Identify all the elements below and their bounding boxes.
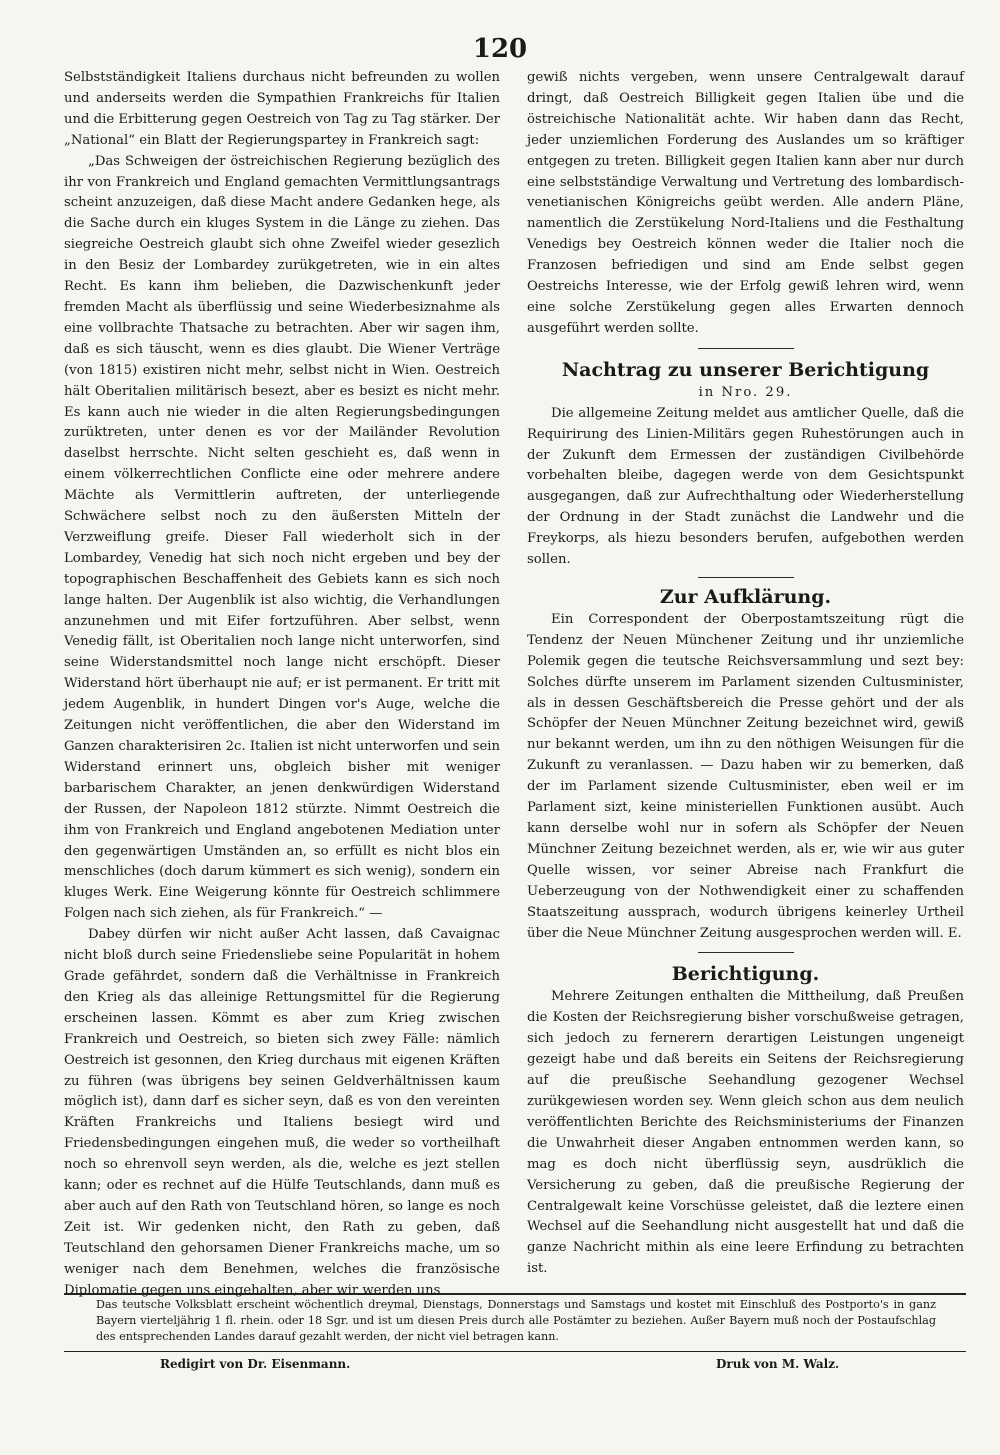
subscription-note: Das teutsche Volksblatt erscheint wöchentlich dreymal, Dienstags, Donnerstags und Samstags und kostet mit Einschluß des Postporto's in ganz Bayern vierteljährig 1 fl. rhein. oder 18 Sgr. und ist um diesen Preis durch alle Postämter zu beziehen. Außer Bayern muß noch der Postaufschlag des entsprechenden Landes darauf gezahlt werden, der nicht viel betragen kann. [96,1298,936,1343]
section-body-aufklaerung: Ein Correspondent der Oberpostamtszeitung rügt die Tendenz der Neuen Münchener Zeitung und ihr unziemliche Polemik gegen die teutsche Reichsversammlung und sezt bey: Solches dürfte unserem im Parlament sizenden Cultusminister, als in dessen Geschäftsbereich die Presse gehört und der als Schöpfer der Neuen Münchner Zeitung bezeichnet wird, gewiß nur bekannt werden, um ihn zu den nöthigen Weisungen für die Zukunft zu veranlassen. — Dazu haben wir zu bemerken, daß der im Parlament sizende Cultusminister, eben weil er im Parlament sizt, keine ministeriellen Funktionen ausübt. Auch kann derselbe wohl nur in sofern als Schöpfer der Neuen Münchner Zeitung bezeichnet werden, als er, wie wir aus guter Quelle wissen, vor seiner Abreise nach Frankfurt die Ueberzeugung von der Nothwendigkeit einer zu schaffenden Staatszeitung aussprach, wodurch übrigens keinerley Urtheil über die Neue Münchner Zeitung ausgesprochen werden will. E. [527,611,964,941]
section-body-berichtigung: Mehrere Zeitungen enthalten die Mittheilung, daß Preußen die Kosten der Reichsregierung bisher vorschußweise getragen, sich jedoch zu fernerern derartigen Leistungen ungeneigt gezeigt habe und daß bereits ein Seitens der Reichsregierung auf die preußische Seehandlung gezogener Wechsel zurükgewiesen worden sey. Wenn gleich schon aus dem neulich veröffentlichten Berichte des Reichsministeriums der Finanzen die Unwahrheit dieser Angaben entnommen werden kann, so mag es doch nicht überflüssig seyn, ausdrüklich die Versicherung zu geben, daß die preußische Regierung der Centralgewalt keine Vorschüsse geleistet, daß die leztere einen Wechsel auf die Seehandlung nicht ausgestellt hat und daß die ganze Nachricht mithin als eine leere Erfindung zu betrachten ist. [527,989,964,1277]
section-body-nachtrag: Die allgemeine Zeitung meldet aus amtlicher Quelle, daß die Requirirung des Linien-Militärs gegen Ruhestörungen auch in der Zukunft dem Ermessen der zuständigen Civilbehörde vorbehalten bleibe, dagegen werde von dem Gesichtspunkt ausgegangen, daß zur Aufrechthaltung oder Wiederherstellung der Ordnung in der Stadt zunächst die Landwehr und die Freykorps, als hiezu besonders berufen, aufgebothen werden sollen. [527,405,964,568]
left-quote-paragraph: „Das Schweigen der östreichischen Regierung bezüglich des ihr von Frankreich und England gemachten Vermittlungsantrags scheint anzuzeigen, daß diese Macht andere Gedanken hege, als die Sache durch ein kluges System in die Länge zu ziehen. Das siegreiche Oestreich glaubt sich ohne Zweifel wieder gesezlich in den Besiz der Lombardey zurükgetreten, wie in ein altes Recht. Es kann ihm belieben, die Dazwischenkunft jeder fremden Macht als überflüssig und seine Wiederbesiznahme als eine vollbrachte Thatsache zu betrachten. Aber wir sagen ihm, daß es sich täuscht, wenn es dies glaubt. Die Wiener Verträge (von 1815) existiren nicht mehr, selbst nicht in Wien. Oestreich hält Oberitalien militärisch besezt, aber es besizt es nicht mehr. Es kann auch nie wieder in die alten Regierungsbedingungen zurüktreten, unter denen es vor der Mailänder Revolution daselbst herrschte. Nicht selten geschieht es, daß wenn in einem völkerrechtlichen Conflicte eine oder mehrere andere Mächte als Vermittlerin auftreten, der unterliegende Schwächere selbst noch zu den äußersten Mitteln der Verzweiflung greife. Dieser Fall wiederholt sich in der Lombardey, Venedig hat sich noch nicht ergeben und bey der topographischen Beschaffenheit des Gebiets kann es sich noch lange halten. Der Augenblik ist also wichtig, die Verhandlungen anzunehmen und mit Eifer fortzuführen. Aber selbst, wenn Venedig fällt, ist Oberitalien noch lange nicht unterworfen, sind seine Widerstandsmittel noch lange nicht erschöpft. Dieser Widerstand hört überhaupt nie auf; er ist permanent. Er tritt mit jedem Augenblik, in hundert Dingen vor's Auge, welche die Zeitungen nicht veröffentlichen, die aber den Widerstand im Ganzen charakterisiren 2c. Italien ist nicht unterworfen und sein Widerstand erinnert uns, obgleich bisher mit weniger barbarischem Charakter, an jenen denkwürdigen Widerstand der Russen, der Napoleon 1812 stürzte. Nimmt Oestreich die ihm von Frankreich und England angebotenen Mediation unter den gegenwärtigen Umständen an, so erfüllt es nicht blos ein menschliches (doch darum kümmert es sich wenig), sondern ein kluges Werk. Eine Weigerung könnte für Oestreich schlimmere Folgen nach sich ziehen, als für Frankreich.“ — [64,153,500,922]
left-column [64,68,500,1301]
left-paragraph-1: Selbstständigkeit Italiens durchaus nicht befreunden zu wollen und anderseits werden die Sympathien Frankreichs für Italien und die Erbitterung gegen Oestreich von Tag zu Tag stärker. Der „National“ ein Blatt der Regierungspartey in Frankreich sagt: [64,70,500,148]
section-title-aufklaerung: Zur Aufklärung. [659,585,832,608]
footer-rule [64,1293,966,1295]
section-rule [698,952,794,953]
editor-credit: Redigirt von Dr. Eisenmann. [160,1357,351,1371]
section-subtitle-nachtrag: in Nro. 29. [698,384,793,400]
right-paragraph-continued: gewiß nichts vergeben, wenn unsere Centralgewalt darauf dringt, daß Oestreich Billigkeit gegen Italien übe und die östreichische Nationalität achte. Wir haben dann das Recht, jeder unziemlichen Forderung des Auslandes um so kräftiger entgegen zu treten. Billigkeit gegen Italien kann aber nur durch eine selbstständige Verwaltung und Vertretung des lombardisch-venetianischen Königreichs geübt werden. Alle andern Pläne, namentlich die Zerstükelung Nord-Italiens und die Festhaltung Venedigs bey Oestreich können weder die Italier noch die Franzosen befriedigen und sind am Ende selbst gegen Oestreichs Interesse, wie der Erfolg gewiß lehren wird, wenn eine solche Zerstükelung gegen alles Erwarten dennoch ausgeführt werden sollte. [527,70,964,336]
section-title-nachtrag: Nachtrag zu unserer Berichtigung [561,358,930,381]
section-title-berichtigung: Berichtigung. [671,963,820,986]
left-paragraph-3: Dabey dürfen wir nicht außer Acht lassen, daß Cavaignac nicht bloß durch seine Friedensliebe seine Popularität in hohem Grade gefährdet, sondern daß die Verhältnisse in Frankreich den Krieg als das alleinige Rettungsmittel für die Regierung erscheinen lassen. Kömmt es aber zum Krieg zwischen Frankreich und Oestreich, so bieten sich zwey Fälle: nämlich Oestreich ist gesonnen, den Krieg durchaus mit eigenen Kräften zu führen (was übrigens bey seinen Geldverhältnissen kaum möglich ist), dann darf es sicher seyn, daß es von den vereinten Kräften Frankreichs und Italiens besiegt wird und Friedensbedingungen eingehen muß, die weder so vortheilhaft noch so ehrenvoll seyn werden, als die, welche es jezt stellen kann; oder es rechnet auf die Hülfe Teutschlands, dann muß es aber auch auf den Rath von Teutschland hören, so lange es noch Zeit ist. Wir gedenken nicht, den Rath zu geben, daß Teutschland den gehorsamen Diener Frankreichs mache, um so weniger nach dem Benehmen, welches die französische Diplomatie gegen uns eingehalten, aber wir werden uns [64,927,500,1298]
section-rule [698,348,794,349]
footer-rule-lower [64,1351,966,1352]
section-rule [698,577,794,578]
printer-credit: Druk von M. Walz. [716,1357,840,1371]
page-number: 120 [472,34,528,64]
right-column [527,68,964,1280]
